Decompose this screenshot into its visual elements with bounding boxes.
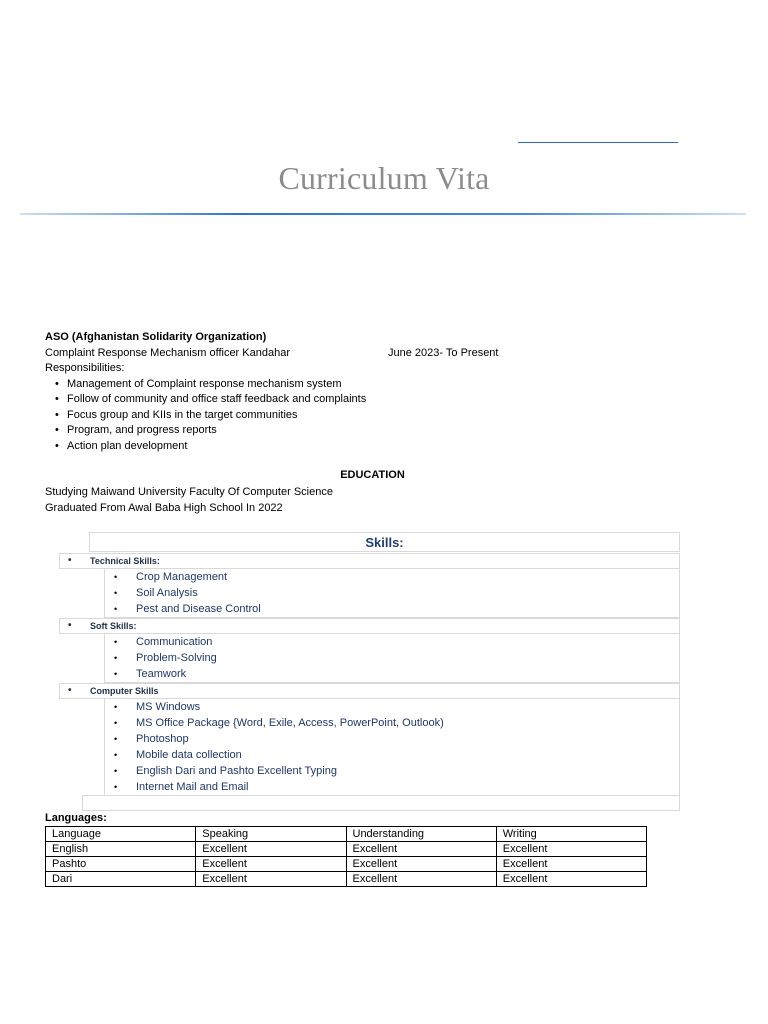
table-cell: Pashto bbox=[46, 857, 196, 872]
bullet-icon: • bbox=[68, 555, 72, 566]
list-item: • Focus group and KIIs in the target communities bbox=[67, 408, 498, 424]
column-header: Speaking bbox=[196, 827, 346, 842]
list-item: • MS Office Package {Word, Exile, Access, PowerPoint, Outlook) bbox=[105, 715, 679, 731]
responsibilities-label: Responsibilities: bbox=[45, 362, 125, 374]
list-item: • Soil Analysis bbox=[105, 585, 679, 601]
column-header: Language bbox=[46, 827, 196, 842]
title-divider bbox=[20, 213, 746, 215]
column-header: Understanding bbox=[346, 827, 496, 842]
list-item: • Management of Complaint response mechanism system bbox=[67, 377, 498, 393]
skill-category-label: Soft Skills: bbox=[90, 621, 137, 631]
skill-category-label: Technical Skills: bbox=[90, 556, 160, 566]
table-cell: Excellent bbox=[196, 857, 346, 872]
bullet-icon: • bbox=[68, 685, 72, 696]
education-line: Studying Maiwand University Faculty Of Computer Science bbox=[45, 486, 333, 498]
table-cell: Excellent bbox=[496, 872, 646, 887]
list-item: • Mobile data collection bbox=[105, 747, 679, 763]
soft-skills-list bbox=[104, 634, 680, 683]
table-cell: Excellent bbox=[346, 842, 496, 857]
education-heading: EDUCATION bbox=[340, 469, 405, 481]
list-item: • Internet Mail and Email bbox=[105, 779, 679, 795]
list-item: • MS Windows bbox=[105, 699, 679, 715]
list-item: • Communication bbox=[105, 634, 679, 650]
document-title: Curriculum Vita bbox=[278, 160, 490, 196]
table-row bbox=[46, 842, 647, 857]
list-item: • Problem-Solving bbox=[105, 650, 679, 666]
table-header-row bbox=[46, 827, 647, 842]
table-row bbox=[46, 857, 647, 872]
responsibilities-list bbox=[45, 377, 498, 455]
skills-footer-cell bbox=[82, 795, 680, 811]
organization-name: ASO (Afghanistan Solidarity Organization) bbox=[45, 331, 267, 343]
skills-heading: Skills: bbox=[365, 535, 404, 550]
computer-skills-list bbox=[104, 699, 680, 796]
table-cell: Excellent bbox=[346, 857, 496, 872]
table-cell: Dari bbox=[46, 872, 196, 887]
column-header: Writing bbox=[496, 827, 646, 842]
education-section bbox=[45, 485, 333, 516]
skill-category-computer bbox=[59, 683, 680, 699]
position-row bbox=[45, 346, 498, 362]
skill-category-label: Computer Skills bbox=[90, 686, 159, 696]
table-cell: Excellent bbox=[496, 842, 646, 857]
experience-section bbox=[45, 330, 498, 454]
skill-category-technical bbox=[59, 553, 680, 569]
list-item: • Teamwork bbox=[105, 666, 679, 682]
languages-heading: Languages: bbox=[45, 812, 107, 824]
list-item: • Program, and progress reports bbox=[67, 423, 498, 439]
table-cell: Excellent bbox=[346, 872, 496, 887]
list-item: • Action plan development bbox=[67, 439, 498, 455]
list-item: • English Dari and Pashto Excellent Typing bbox=[105, 763, 679, 779]
languages-table bbox=[45, 826, 647, 887]
bullet-icon: • bbox=[68, 620, 72, 631]
list-item: • Follow of community and office staff feedback and complaints bbox=[67, 392, 498, 408]
table-cell: Excellent bbox=[196, 842, 346, 857]
table-cell: Excellent bbox=[196, 872, 346, 887]
position-title: Complaint Response Mechanism officer Kandahar bbox=[45, 346, 290, 359]
list-item: • Crop Management bbox=[105, 569, 679, 585]
education-line: Graduated From Awal Baba High School In 2022 bbox=[45, 501, 283, 514]
technical-skills-list bbox=[104, 569, 680, 618]
skill-category-soft bbox=[59, 618, 680, 634]
list-item: • Pest and Disease Control bbox=[105, 601, 679, 617]
header-accent-rule bbox=[518, 142, 678, 143]
position-period: June 2023- To Present bbox=[388, 346, 499, 359]
table-cell: Excellent bbox=[496, 857, 646, 872]
table-cell: English bbox=[46, 842, 196, 857]
table-row bbox=[46, 872, 647, 887]
list-item: • Photoshop bbox=[105, 731, 679, 747]
